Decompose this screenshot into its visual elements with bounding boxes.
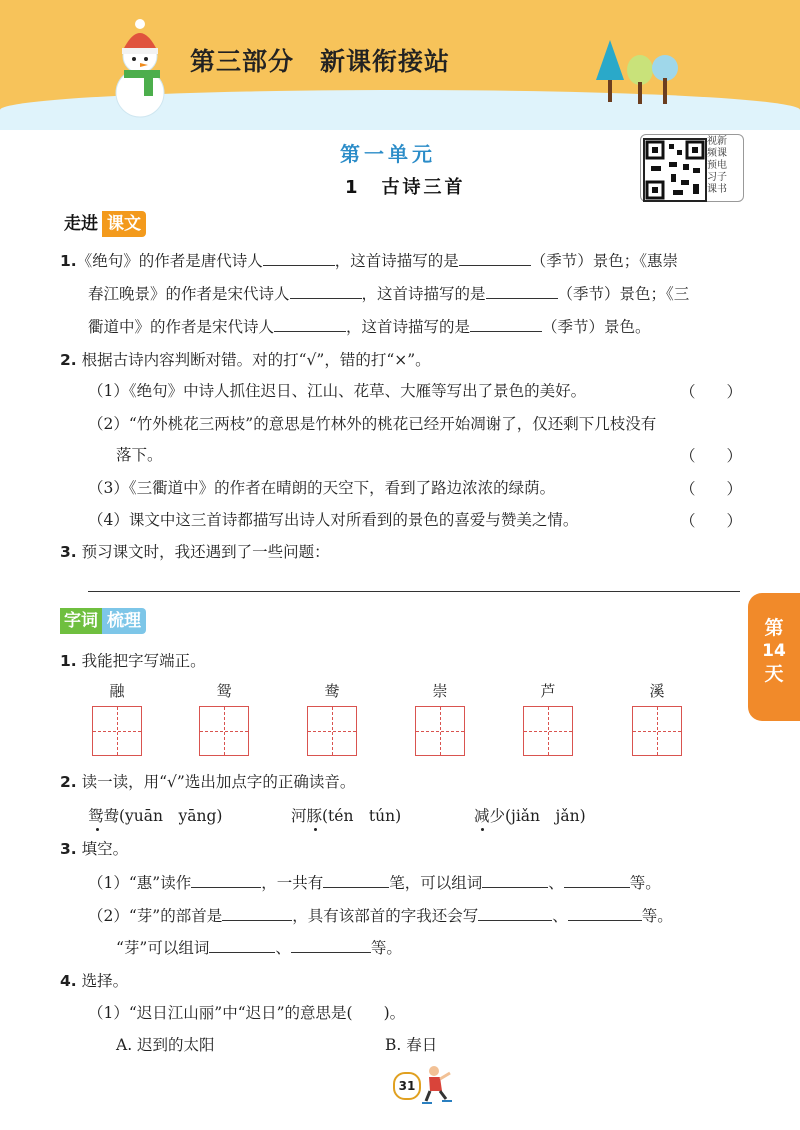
answer-blank[interactable] <box>564 872 630 888</box>
option-a[interactable]: A. 迟到的太阳 <box>116 1036 215 1054</box>
question-2-item-2: （2）“竹外桃花三两枝”的意思是竹林外的桃花已经开始凋谢了，仅还剩下几枝没有 <box>88 415 657 433</box>
question-1-line-2: 春江晚景》的作者是宋代诗人 ，这首诗描写的是 （季节）景色；《三 <box>88 285 690 303</box>
practice-char: 融 <box>109 682 125 700</box>
emphasis-dot <box>96 828 99 831</box>
writing-grid[interactable] <box>92 706 142 756</box>
unit-title: 第一单元 <box>340 142 436 166</box>
question-2-item-3: （3）《三衢道中》的作者在晴朗的天空下，看到了路边浓浓的绿荫。 <box>88 479 556 497</box>
section-header-words <box>60 608 146 634</box>
emphasis-dot <box>314 828 317 831</box>
emphasis-dot <box>481 828 484 831</box>
answer-blank[interactable] <box>222 905 292 921</box>
words-question-2: 2. 读一读，用“√”选出加点字的正确读音。 <box>60 773 356 791</box>
answer-blank[interactable] <box>209 937 275 953</box>
question-2-stem: 2. 根据古诗内容判断对错。对的打“√”，错的打“×”。 <box>60 351 431 369</box>
judge-paren[interactable]: （ ） <box>680 383 743 401</box>
question-3-stem: 3. 预习课文时，我还遇到了一些问题： <box>60 543 330 561</box>
section-label-b: 梳理 <box>102 608 146 634</box>
judge-paren[interactable]: （ ） <box>680 480 743 498</box>
writing-grid[interactable] <box>632 706 682 756</box>
answer-blank[interactable] <box>191 872 261 888</box>
fill-line-1: （1）“惠”读作 ，一共有 笔，可以组词 、 等。 <box>88 874 661 892</box>
question-1-line-1: 1.《绝句》的作者是唐代诗人 ，这首诗描写的是 （季节）景色；《惠崇 <box>60 252 678 270</box>
choice-question: （1）“迟日江山丽”中“迟日”的意思是( )。 <box>88 1004 406 1022</box>
writing-grid[interactable] <box>307 706 357 756</box>
snowman-illustration <box>100 18 180 118</box>
lesson-title: 1 古诗三首 <box>345 177 466 198</box>
section-label-a: 走进 <box>60 211 102 237</box>
section-label-a: 字词 <box>60 608 102 634</box>
fill-line-2: （2）“芽”的部首是 ，具有该部首的字我还会写 、 等。 <box>88 907 673 925</box>
judge-paren[interactable]: （ ） <box>680 447 743 465</box>
section-label-b: 课文 <box>102 211 146 237</box>
writing-grid[interactable] <box>523 706 573 756</box>
answer-blank[interactable] <box>459 250 531 266</box>
words-question-3: 3. 填空。 <box>60 840 129 858</box>
question-1-line-3: 衢道中》的作者是宋代诗人 ，这首诗描写的是 （季节）景色。 <box>88 318 651 336</box>
answer-blank[interactable] <box>470 316 542 332</box>
words-question-4: 4. 选择。 <box>60 972 129 990</box>
answer-blank[interactable] <box>263 250 335 266</box>
question-2-item-4: （4）课文中这三首诗都描写出诗人对所看到的景色的喜爱与赞美之情。 <box>88 511 579 529</box>
qr-caption: 视新 频课 预电 习子 课书 <box>707 136 727 195</box>
practice-char: 芦 <box>540 682 556 700</box>
answer-blank[interactable] <box>486 283 558 299</box>
practice-char: 鸯 <box>324 682 340 700</box>
section-header-preview <box>60 211 146 237</box>
answer-blank[interactable] <box>290 283 362 299</box>
day-side-tab: 第 14 天 <box>748 593 800 721</box>
page-number: 31 <box>393 1072 421 1100</box>
practice-char: 溪 <box>649 682 665 700</box>
answer-line[interactable] <box>88 591 740 592</box>
answer-blank[interactable] <box>274 316 346 332</box>
option-b[interactable]: B. 春日 <box>385 1036 438 1054</box>
qr-code-icon[interactable] <box>643 138 707 202</box>
answer-blank[interactable] <box>568 905 642 921</box>
answer-blank[interactable] <box>291 937 371 953</box>
part-title: 第三部分 新课衔接站 <box>190 47 451 76</box>
pinyin-choice-2[interactable]: 河豚(tén tún) <box>291 807 402 825</box>
words-question-1: 1. 我能把字写端正。 <box>60 652 206 670</box>
practice-char: 崇 <box>432 682 448 700</box>
writing-grid[interactable] <box>415 706 465 756</box>
writing-grid[interactable] <box>199 706 249 756</box>
practice-char: 鸳 <box>216 682 232 700</box>
fill-line-3: “芽”可以组词 、 等。 <box>116 939 402 957</box>
trees-illustration <box>590 40 710 110</box>
question-2-item-2-cont: 落下。 <box>116 446 163 464</box>
question-2-item-1: （1）《绝句》中诗人抓住迟日、江山、花草、大雁等写出了景色的美好。 <box>88 382 587 400</box>
answer-blank[interactable] <box>323 872 389 888</box>
answer-blank[interactable] <box>482 872 548 888</box>
answer-blank[interactable] <box>478 905 552 921</box>
judge-paren[interactable]: （ ） <box>680 512 743 530</box>
skater-illustration <box>420 1065 454 1105</box>
pinyin-choice-1[interactable]: 鸳鸯(yuān yāng) <box>88 807 223 825</box>
pinyin-choice-3[interactable]: 减少(jiǎn jǎn) <box>474 807 586 825</box>
